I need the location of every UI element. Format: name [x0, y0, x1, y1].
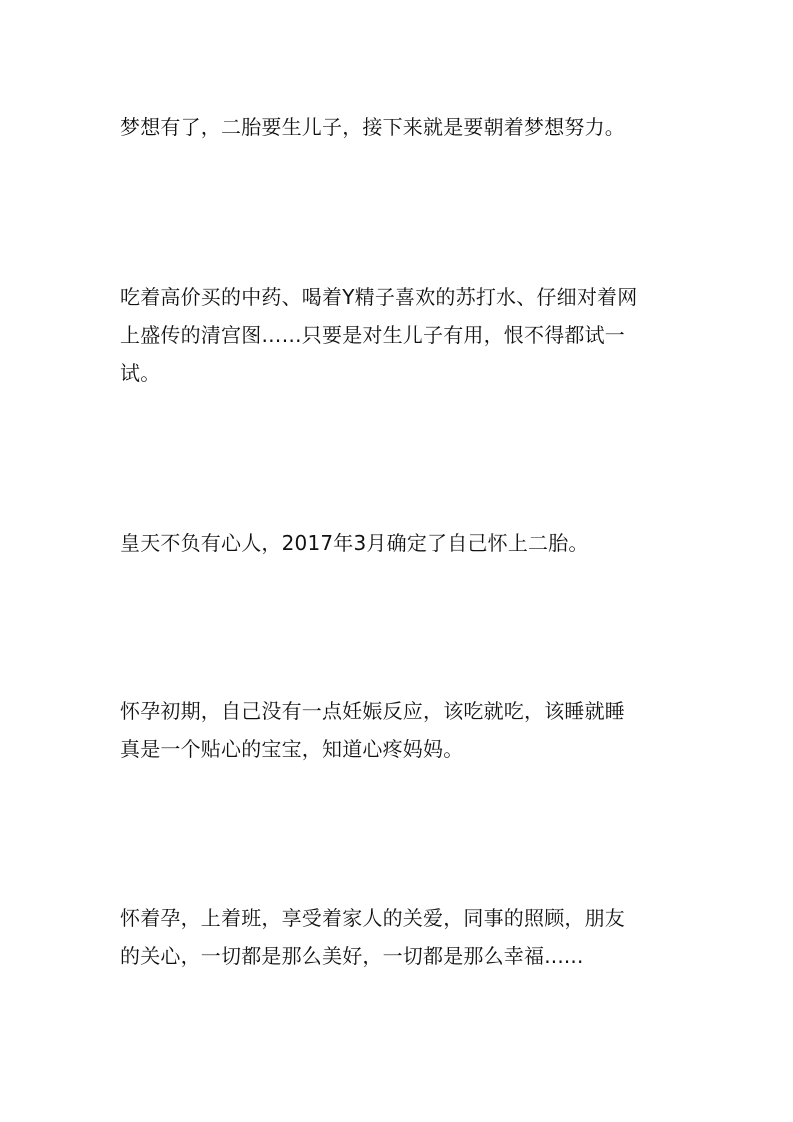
paragraph-early-pregnancy — [120, 692, 676, 768]
paragraph-line: 怀着孕，上着班，享受着家人的关爱，同事的照顾，朋友 — [120, 906, 625, 930]
paragraph-dream — [120, 108, 676, 146]
paragraph-line: 梦想有了，二胎要生儿子，接下来就是要朝着梦想努力。 — [120, 115, 625, 139]
paragraph-pregnancy-confirmed — [120, 524, 676, 562]
paragraph-line: 试。 — [120, 361, 161, 385]
paragraph-line: 的关心，一切都是那么美好，一切都是那么幸福...... — [120, 944, 584, 968]
paragraph-line: 皇天不负有心人，2017年3月确定了自己怀上二胎。 — [120, 531, 589, 555]
paragraph-line: 上盛传的清宫图……只要是对生儿子有用，恨不得都试一 — [120, 323, 625, 347]
paragraph-happiness — [120, 899, 676, 975]
paragraph-line: 真是一个贴心的宝宝，知道心疼妈妈。 — [120, 737, 464, 761]
paragraph-efforts — [120, 278, 676, 392]
paragraph-line: 吃着高价买的中药、喝着Y精子喜欢的苏打水、仔细对着网 — [120, 285, 638, 309]
paragraph-line: 怀孕初期，自己没有一点妊娠反应，该吃就吃，该睡就睡 — [120, 699, 625, 723]
